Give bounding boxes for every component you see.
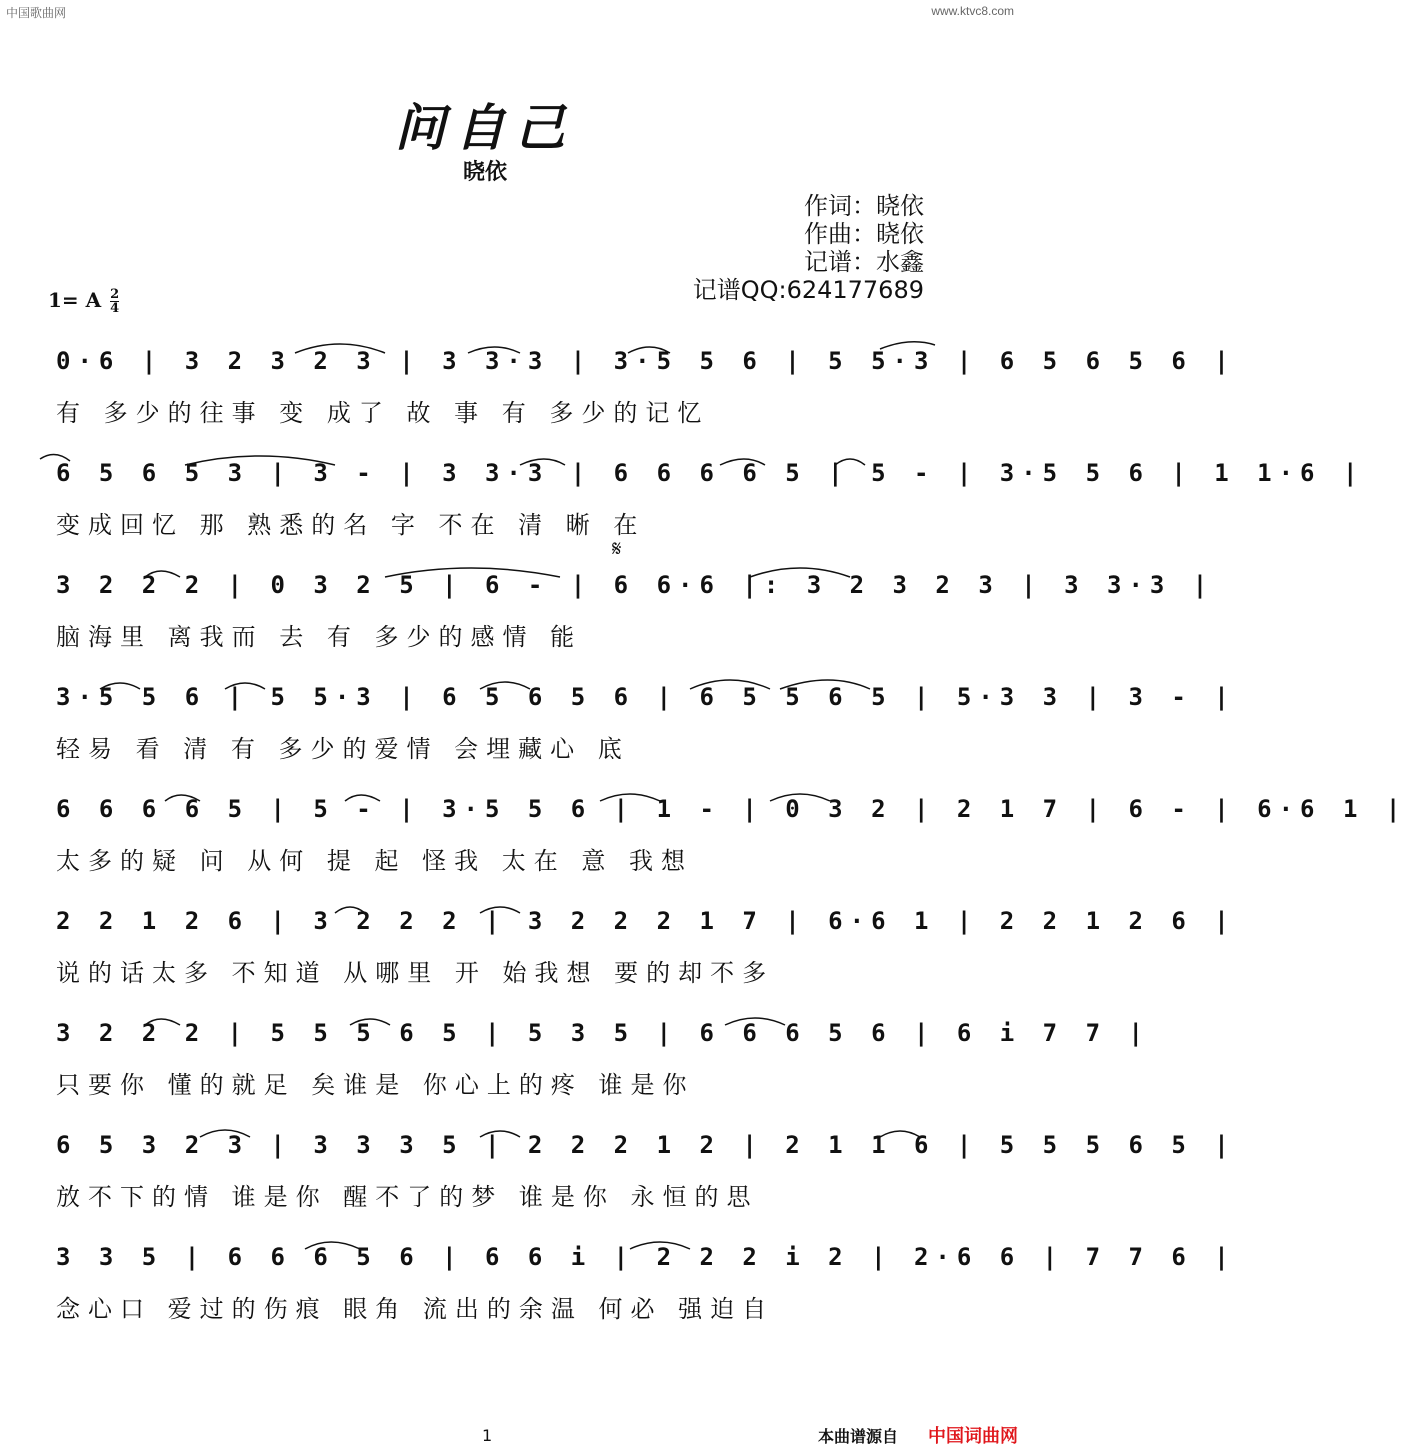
segno-sign: 𝄋 [612,537,622,562]
score-system-3 [0,537,1215,669]
time-signature-bottom: 4 [110,301,120,316]
song-title: 问自己 [395,98,575,157]
source-site-link[interactable]: 中国词曲网 [928,1426,1018,1447]
watermark-right: www.ktvc8.com [931,4,1014,18]
key-signature [48,288,119,315]
lyricist-credit: 作词：晓依 [804,192,924,220]
notes-line: 6 5 6 5 3 | 3 - | 3 3·3 | 6 6 6 6 5 | 5 - | 3·5 5 6 | 1 1·6 | [56,459,1365,487]
lyrics-line: 太多的疑 问 从何 提 起 怪我 太在 意 我想 [56,847,694,875]
lyrics-line: 有 多少的往事 变 成了 故 事 有 多少的记忆 [56,399,710,427]
lyrics-line: 轻易 看 清 有 多少的爱情 会埋藏心 底 [56,735,630,763]
notes-line: 6 5 3 2 3 | 3 3 3 5 | 2 2 2 1 2 | 2 1 1 6 | 5 5 5 6 5 | [56,1131,1236,1159]
lyrics-line: 放不下的情 谁是你 醒不了的梦 谁是你 永恒的思 [56,1183,759,1211]
time-signature-top: 2 [110,287,120,302]
transcriber-credit: 记谱：水鑫 [804,248,924,276]
transcriber-qq: 记谱QQ:624177689 [692,276,924,304]
source-label: 本曲谱源自 [818,1427,899,1446]
score-system-4 [0,671,1236,781]
lyrics-line: 只要你 懂的就足 矣谁是 你心上的疼 谁是你 [56,1071,695,1099]
lyrics-line: 变成回忆 那 熟悉的名 字 不在 清 晰 在 [56,511,646,539]
singer-name: 晓依 [462,160,507,185]
time-signature [110,288,119,315]
notes-line: 3·5 5 6 | 5 5·3 | 6 5 6 5 6 | 6 5 5 6 5 | 5·3 3 | 3 - | [56,683,1236,711]
score-system-7 [0,1007,1150,1117]
watermark-left: 中国歌曲网 [6,6,67,20]
notes-line: 3 2 2 2 | 0 3 2 5 | 6 - | 6 6·6 |: 3 2 3 2 3 | 3 3·3 | [56,571,1215,599]
score-system-9 [0,1231,1236,1341]
page-number: 1 [482,1426,493,1445]
notes-line: 6 6 6 6 5 | 5 - | 3·5 5 6 | 1 - | 0 3 2 | 2 1 7 | 6 - | 6·6 1 | [56,795,1407,823]
score-system-6 [0,895,1236,1005]
composer-credit: 作曲：晓依 [804,220,924,248]
score-system-8 [0,1119,1236,1229]
score-system-5 [0,783,1407,893]
notes-line: 0·6 | 3 2 3 2 3 | 3 3·3 | 3·5 5 6 | 5 5·3 | 6 5 6 5 6 | [56,347,1236,375]
lyrics-line: 说的话太多 不知道 从哪里 开 始我想 要的却不多 [56,959,775,987]
lyrics-line: 念心口 爱过的伤痕 眼角 流出的余温 何必 强迫自 [56,1295,775,1323]
credits-block [692,192,924,304]
score-system-1 [0,335,1236,445]
score-system-2 [0,447,1365,557]
notes-line: 3 2 2 2 | 5 5 5 6 5 | 5 3 5 | 6 6 6 5 6 | 6 i 7 7 | [56,1019,1150,1047]
notes-line: 3 3 5 | 6 6 6 5 6 | 6 6 i | 2 2 2 i 2 | 2·6 6 | 7 7 6 | [56,1243,1236,1271]
lyrics-line: 脑海里 离我而 去 有 多少的感情 能 [56,623,583,651]
key-label: 1= A [48,288,102,312]
notes-line: 2 2 1 2 6 | 3 2 2 2 | 3 2 2 2 1 7 | 6·6 1 | 2 2 1 2 6 | [56,907,1236,935]
